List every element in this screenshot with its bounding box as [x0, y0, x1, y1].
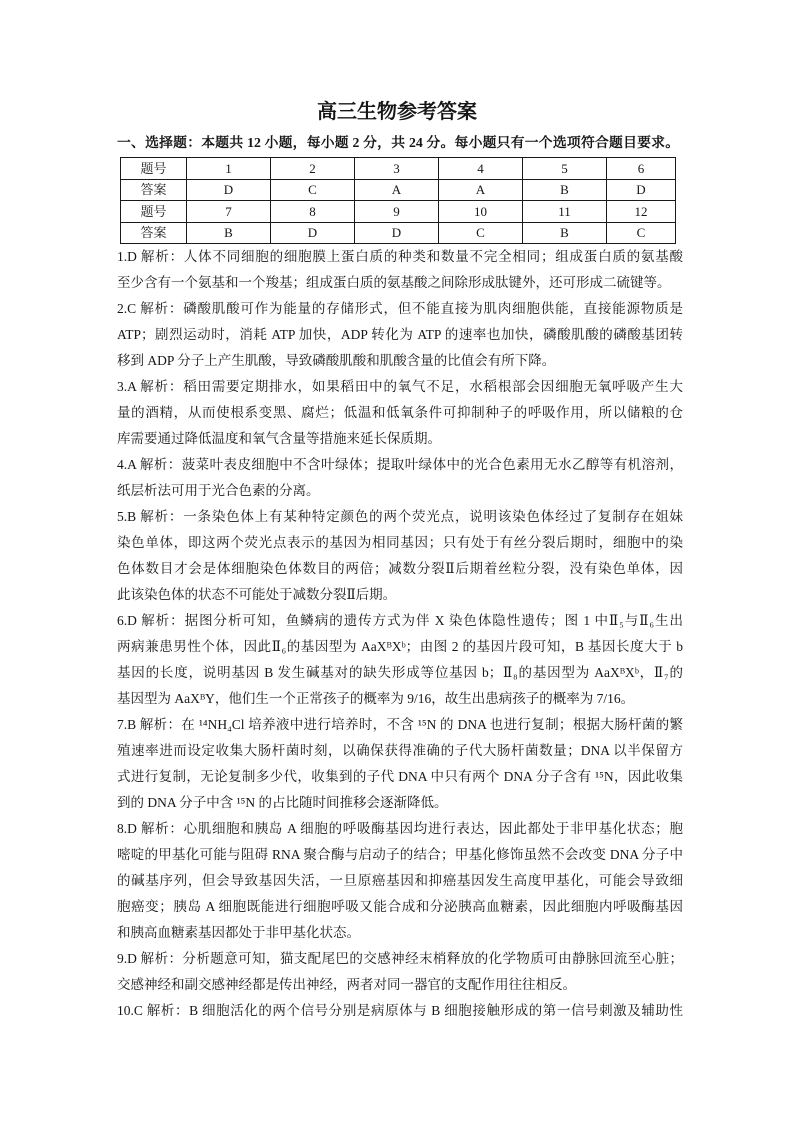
table-cell: D — [187, 179, 271, 201]
table-row — [121, 179, 676, 201]
explanation-line: 到的 DNA 分子中含 ¹⁵N 的占比随时间推移会逐渐降低。 — [117, 795, 448, 810]
explanation-item — [117, 504, 683, 608]
explanation-line: 1.D 解析：人体不同细胞的细胞膜上蛋白质的种类和数量不完全相同；组成蛋白质的氨基酸 — [117, 249, 683, 264]
table-cell: D — [607, 179, 676, 201]
explanation-line: 移到 ADP 分子上产生肌酸，导致磷酸肌酸和肌酸含量的比值会有所下降。 — [117, 353, 556, 368]
page-title: 高三生物参考答案 — [317, 101, 477, 123]
table-cell: 10 — [439, 201, 523, 223]
table-cell: 9 — [355, 201, 439, 223]
table-cell: 12 — [607, 201, 676, 223]
table-cell: 1 — [187, 158, 271, 180]
explanation-line: 6.D 解析：据图分析可知，鱼鳞病的遗传方式为伴 X 染色体隐性遗传；图 1 中Ⅱ₅与Ⅱ₆生出 — [117, 613, 683, 628]
table-cell: B — [523, 222, 607, 244]
explanation-item — [117, 816, 683, 946]
row-label-cell: 答案 — [121, 222, 187, 244]
section-header: 一、选择题：本题共 12 小题，每小题 2 分，共 24 分。每小题只有一个选项符合题目要求。 — [117, 135, 679, 150]
row-label-cell: 题号 — [121, 201, 187, 223]
explanation-item — [117, 296, 683, 374]
explanation-line: 式进行复制，无论复制多少代，收集到的子代 DNA 中只有两个 DNA 分子含有 ¹⁵N，因此收集 — [117, 769, 683, 784]
explanation-line: 8.D 解析：心肌细胞和胰岛 A 细胞的呼吸酶基因均进行表达，因此都处于非甲基化状态；胞 — [117, 821, 683, 836]
explanation-item — [117, 244, 683, 296]
explanation-item — [117, 608, 683, 712]
explanation-line: 10.C 解析：B 细胞活化的两个信号分别是病原体与 B 细胞接触形成的第一信号刺激及辅助性 — [117, 1003, 683, 1018]
table-cell: A — [439, 179, 523, 201]
explanation-line: 至少含有一个氨基和一个羧基；组成蛋白质的氨基酸之间除形成肽键外，还可形成二硫键等。 — [117, 275, 671, 290]
table-row — [121, 222, 676, 244]
table-cell: 3 — [355, 158, 439, 180]
explanation-line: 基因型为 AaXᴮY，他们生一个正常孩子的概率为 9/16，故生出患病孩子的概率为 7/16。 — [117, 691, 635, 706]
explanation-line: 交感神经和副交感神经都是传出神经，两者对同一器官的支配作用往往相反。 — [117, 977, 576, 992]
explanation-item — [117, 452, 683, 504]
table-cell: 11 — [523, 201, 607, 223]
table-cell: 5 — [523, 158, 607, 180]
table-cell: D — [355, 222, 439, 244]
table-cell: D — [271, 222, 355, 244]
explanation-line: 量的酒精，从而使根系变黑、腐烂；低温和低氧条件可抑制种子的呼吸作用，所以储粮的仓 — [117, 405, 683, 420]
explanation-line: 嘧啶的甲基化可能与阻碍 RNA 聚合酶与启动子的结合；甲基化修饰虽然不会改变 DNA 分子中 — [117, 847, 683, 862]
explanation-line: 9.D 解析：分析题意可知，猫支配尾巴的交感神经末梢释放的化学物质可由静脉回流至心脏； — [117, 951, 683, 966]
explanation-line: 2.C 解析：磷酸肌酸可作为能量的存储形式，但不能直接为肌肉细胞供能，直接能源物质是 — [117, 301, 683, 316]
table-cell: C — [439, 222, 523, 244]
answer-table — [120, 157, 676, 244]
table-cell: C — [271, 179, 355, 201]
row-label-cell: 答案 — [121, 179, 187, 201]
explanation-line: 两病兼患男性个体，因此Ⅱ₆的基因型为 AaXᴮXᵇ；由图 2 的基因片段可知，B 基因长度大于 b — [117, 639, 683, 654]
explanation-line: 纸层析法可用于光合色素的分离。 — [117, 483, 320, 498]
explanation-line: 7.B 解析：在 ¹⁴NH₄Cl 培养液中进行培养时，不含 ¹⁵N 的 DNA 也进行复制；根据大肠杆菌的繁 — [117, 717, 683, 732]
explanation-item — [117, 998, 683, 1024]
explanation-line: 基因的长度，说明基因 B 发生碱基对的缺失形成等位基因 b；Ⅱ₈的基因型为 AaXᴮXᵇ，Ⅱ₇的 — [117, 665, 683, 680]
explanation-item — [117, 946, 683, 998]
explanations — [117, 244, 683, 1024]
table-cell: 8 — [271, 201, 355, 223]
explanation-line: 胞癌变；胰岛 A 细胞既能进行细胞呼吸又能合成和分泌胰高血糖素，因此细胞内呼吸酶基因 — [117, 899, 683, 914]
table-cell: A — [355, 179, 439, 201]
explanation-line: 和胰高血糖素基因都处于非甲基化状态。 — [117, 925, 360, 940]
explanation-line: 色体数目才会是体细胞染色体数目的两倍；减数分裂Ⅱ后期着丝粒分裂，没有染色单体，因 — [117, 561, 683, 576]
table-cell: C — [607, 222, 676, 244]
table-cell: B — [187, 222, 271, 244]
row-label-cell: 题号 — [121, 158, 187, 180]
explanation-line: 4.A 解析：菠菜叶表皮细胞中不含叶绿体；提取叶绿体中的光合色素用无水乙醇等有机溶剂， — [117, 457, 683, 472]
table-cell: 6 — [607, 158, 676, 180]
explanation-item — [117, 712, 683, 816]
explanation-line: 染色单体，即这两个荧光点表示的基因为相同基因；只有处于有丝分裂后期时，细胞中的染 — [117, 535, 683, 550]
explanation-line: 库需要通过降低温度和氧气含量等措施来延长保质期。 — [117, 431, 441, 446]
explanation-line: 3.A 解析：稻田需要定期排水，如果稻田中的氧气不足，水稻根部会因细胞无氧呼吸产生大 — [117, 379, 683, 394]
explanation-line: 殖速率进而设定收集大肠杆菌时刻，以确保获得准确的子代大肠杆菌数量；DNA 以半保留方 — [117, 743, 683, 758]
table-cell: 4 — [439, 158, 523, 180]
table-row — [121, 158, 676, 180]
explanation-line: ATP；剧烈运动时，消耗 ATP 加快，ADP 转化为 ATP 的速率也加快，磷酸肌酸的磷酸基团转 — [117, 327, 683, 342]
table-cell: 2 — [271, 158, 355, 180]
explanation-line: 此该染色体的状态不可能处于减数分裂Ⅱ后期。 — [117, 587, 397, 602]
explanation-item — [117, 374, 683, 452]
table-cell: B — [523, 179, 607, 201]
table-row — [121, 201, 676, 223]
explanation-line: 5.B 解析：一条染色体上有某种特定颜色的两个荧光点，说明该染色体经过了复制存在姐妹 — [117, 509, 683, 524]
explanation-line: 的碱基序列，但会导致基因失活，一旦原癌基因和抑癌基因发生高度甲基化，可能会导致细 — [117, 873, 683, 888]
table-cell: 7 — [187, 201, 271, 223]
